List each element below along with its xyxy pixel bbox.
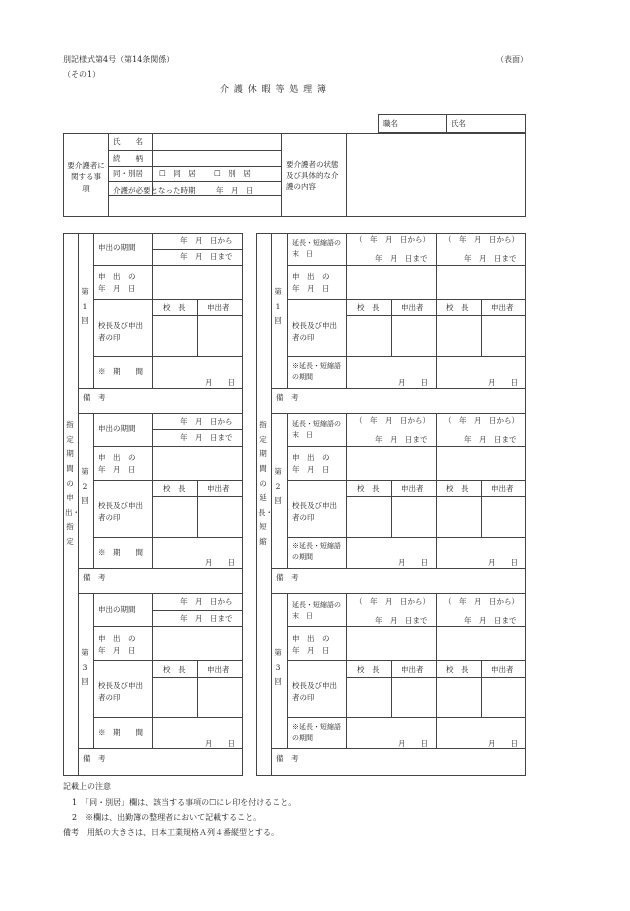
ext-to: 年 月 日まで	[464, 616, 517, 625]
period-to: 年 月 日まで	[180, 433, 233, 442]
staff-name-label: 氏名	[451, 119, 466, 128]
designation-side-label: 指定期間の申出・指定	[65, 420, 80, 546]
ext-end-label: 延長・短縮語の 末 日	[292, 239, 348, 258]
applicant-label: 申出者	[401, 303, 424, 312]
applicant-label: 申出者	[491, 484, 514, 493]
left-round-2-label: 第2回	[81, 467, 89, 506]
applicant-label: 申出者	[491, 665, 514, 674]
seal-label: 校長及び申出者の印	[292, 321, 337, 342]
period-mark-label: ※ 期 間	[98, 548, 143, 557]
form-sub-number: （その1）	[63, 70, 101, 79]
period-mark-label: ※ 期 間	[98, 728, 143, 737]
date-label: 申 出 の 年 月 日	[98, 453, 136, 474]
period-month-day: 月 日	[205, 558, 235, 567]
cohabitation-label: 同・別居	[113, 169, 143, 178]
period-label: 申出の期間	[98, 243, 136, 252]
principal-label: 校 長	[163, 484, 186, 493]
applicant-label: 申出者	[207, 484, 230, 493]
principal-label: 校 長	[446, 303, 469, 312]
care-needed-since-label: 介護が必要となった時期	[113, 186, 196, 195]
ext-month-day: 月 日	[488, 378, 518, 387]
remarks-label: 備 考	[83, 754, 106, 763]
ext-end-label: 延長・短縮語の 末 日	[292, 420, 348, 439]
period-to: 年 月 日まで	[180, 252, 233, 261]
applicant-label: 申出者	[401, 665, 424, 674]
period-label: 申出の期間	[98, 605, 136, 614]
left-round-3-label: 第3回	[81, 648, 89, 687]
ext-to: 年 月 日まで	[375, 435, 428, 444]
left-round-1-label: 第1回	[81, 287, 89, 326]
ext-month-day: 月 日	[488, 739, 518, 748]
separate-checkbox[interactable]: ☐ 別 居	[214, 169, 251, 178]
applicant-label: 申出者	[401, 484, 424, 493]
ext-period-label: ※延長・短縮語の期間	[292, 542, 341, 561]
cohabit-checkbox[interactable]: ☐ 同 居	[159, 169, 196, 178]
ext-month-day: 月 日	[398, 558, 428, 567]
seal-label: 校長及び申出者の印	[292, 501, 337, 522]
ext-to: 年 月 日まで	[375, 254, 428, 263]
extension-side-label: 指定期間の延長・短縮	[258, 420, 273, 546]
ext-period-label: ※延長・短縮語の期間	[292, 362, 341, 381]
note-remarks: 備考 用紙の大きさは、日本工業規格Ａ列４番縦型とする。	[63, 828, 279, 837]
ext-to: 年 月 日まで	[464, 254, 517, 263]
date-label: 申 出 の 年 月 日	[98, 272, 136, 293]
post-label: 職名	[383, 119, 398, 128]
date-label: 申 出 の 年 月 日	[292, 634, 330, 655]
ext-from: （ 年 月 日から）	[355, 416, 430, 425]
ext-month-day: 月 日	[488, 558, 518, 567]
right-round-1-label: 第1回	[274, 287, 282, 326]
period-label: 申出の期間	[98, 424, 136, 433]
period-from: 年 月 日から	[180, 597, 233, 606]
ext-from: （ 年 月 日から）	[444, 235, 519, 244]
period-month-day: 月 日	[205, 739, 235, 748]
remarks-label: 備 考	[83, 393, 106, 402]
ext-from: （ 年 月 日から）	[444, 597, 519, 606]
principal-label: 校 長	[446, 484, 469, 493]
seal-label: 校長及び申出者の印	[98, 321, 143, 342]
remarks-label: 備 考	[83, 573, 106, 582]
period-from: 年 月 日から	[180, 417, 233, 426]
ext-to: 年 月 日まで	[375, 616, 428, 625]
date-label: 申 出 の 年 月 日	[292, 453, 330, 474]
ext-to: 年 月 日まで	[464, 435, 517, 444]
ext-from: （ 年 月 日から）	[355, 235, 430, 244]
notes-heading: 記載上の注意	[63, 782, 111, 791]
period-from: 年 月 日から	[180, 236, 233, 245]
ext-month-day: 月 日	[398, 739, 428, 748]
remarks-label: 備 考	[276, 754, 299, 763]
principal-label: 校 長	[357, 484, 380, 493]
principal-label: 校 長	[163, 303, 186, 312]
note-2: 2 ※欄は、出勤簿の整理者において記載すること。	[72, 813, 262, 822]
seal-label: 校長及び申出者の印	[98, 681, 143, 702]
principal-label: 校 長	[163, 665, 186, 674]
remarks-label: 備 考	[276, 393, 299, 402]
date-label: 申 出 の 年 月 日	[292, 272, 330, 293]
seal-label: 校長及び申出者の印	[98, 501, 143, 522]
principal-label: 校 長	[446, 665, 469, 674]
period-mark-label: ※ 期 間	[98, 367, 143, 376]
ext-month-day: 月 日	[398, 378, 428, 387]
ext-end-label: 延長・短縮語の 末 日	[292, 601, 348, 620]
relation-label: 続 柄	[113, 154, 143, 163]
period-month-day: 月 日	[205, 378, 235, 387]
note-1: 1 「同・別居」欄は、該当する事項の☐にレ印を付けること。	[72, 798, 297, 807]
recipient-name-label: 氏 名	[113, 137, 143, 146]
applicant-label: 申出者	[207, 665, 230, 674]
remarks-label: 備 考	[276, 573, 299, 582]
date-label: 申 出 の 年 月 日	[98, 634, 136, 655]
page-side-label: （表面）	[496, 55, 528, 64]
form-title: 介 護 休 暇 等 処 理 簿	[220, 85, 328, 95]
form-number: 別記様式第4号（第14条関係）	[63, 55, 175, 64]
principal-label: 校 長	[357, 303, 380, 312]
care-state-label: 要介護者の状態及び具体的な介護の内容	[286, 160, 339, 191]
care-needed-since-date: 年 月 日	[216, 186, 254, 195]
seal-label: 校長及び申出者の印	[292, 681, 337, 702]
ext-from: （ 年 月 日から）	[444, 416, 519, 425]
right-round-3-label: 第3回	[274, 648, 282, 687]
applicant-label: 申出者	[491, 303, 514, 312]
applicant-label: 申出者	[207, 303, 230, 312]
period-to: 年 月 日まで	[180, 614, 233, 623]
right-round-2-label: 第2回	[274, 467, 282, 506]
ext-from: （ 年 月 日から）	[355, 597, 430, 606]
principal-label: 校 長	[357, 665, 380, 674]
ext-period-label: ※延長・短縮語の期間	[292, 723, 341, 742]
recipient-group-label: 要介護者に関する事 項	[67, 161, 109, 193]
